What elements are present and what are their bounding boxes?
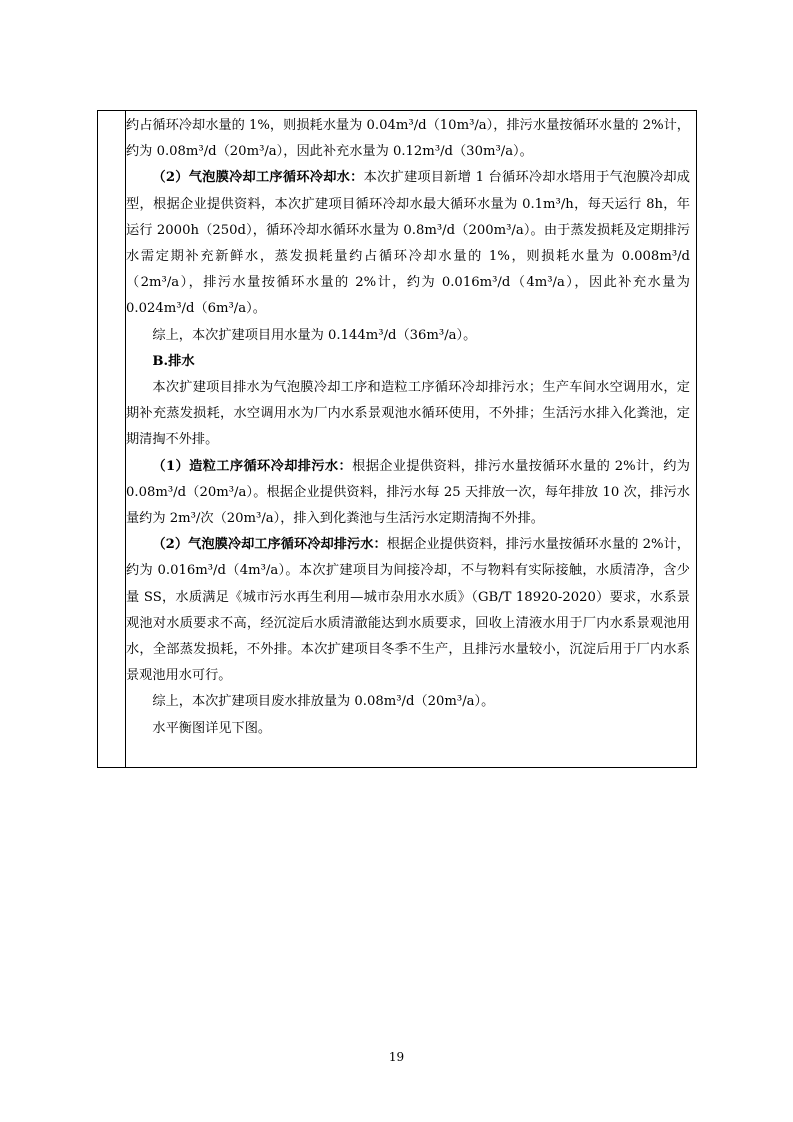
paragraph-granulation-discharge [126,454,690,533]
page-number: 19 [388,1050,405,1064]
content-table [97,110,697,768]
section-heading-drainage: B.排水 [152,353,195,369]
paragraph-heading: （2）气泡膜冷却工序循环冷却水： [152,170,364,186]
label-column [98,111,126,767]
paragraph-water-use-summary: 综上，本次扩建项目用水量为 0.144m³/d（36m³/a）。 [152,327,477,343]
paragraph-bubble-film-discharge [126,532,690,689]
paragraph-wastewater-summary: 综上，本次扩建项目废水排放量为 0.08m³/d（20m³/a）。 [152,694,495,710]
paragraph-continuation: 约占循环冷却水量的 1%，则损耗水量为 0.04m³/d（10m³/a），排污水量按循环水量的 2%计，约为 0.08m³/d（20m³/a），因此补充水量为 0.12m³/d（30m³/a）。 [126,118,690,160]
paragraph-body: 根据企业提供资料，排污水量按循环水量的 2%计，约为 0.08m³/d（20m³/a）。根据企业提供资料，排污水每 25 天排放一次，每年排放 10 次，排污水量约为 2m³/次（20m³/a），排入到化粪池与生活污水定期清掏不外排。 [126,458,690,527]
paragraph-body: 根据企业提供资料，排污水量按循环水量的 2%计，约为 0.016m³/d（4m³/a）。本次扩建项目为间接冷却，不与物料有实际接触，水质清净，含少量 SS，水质满足《城市污水再生利用—城市杂用水水质》（GB/T 18920-2020）要求，水系景观池对水质要求不高，经沉淀后水质清澈能达到水质要求，回收上清液水用于厂内水系景观池用水，全部蒸发损耗，不外排。本次扩建项目冬季不生产，且排污水量较小，沉淀后用于厂内水系景观池用水可行。 [126,537,690,684]
paragraph-heading: （2）气泡膜冷却工序循环冷却排污水： [152,537,387,553]
paragraph-heading: （1）造粒工序循环冷却排污水： [152,458,353,474]
paragraph-body: 本次扩建项目新增 1 台循环冷却水塔用于气泡膜冷却成型，根据企业提供资料，本次扩建项目循环冷却水最大循环水量为 0.1m³/h，每天运行 8h，年运行 2000h（250d），循环冷却水循环水量为 0.8m³/d（200m³/a）。由于蒸发损耗及定期排污水需定期补充新鲜水，蒸发损耗量约占循环冷却水量的 1%，则损耗水量为 0.008m³/d（2m³/a），排污水量按循环水量的 2%计，约为 0.016m³/d（4m³/a），因此补充水量为 0.024m³/d（6m³/a）。 [126,170,690,317]
paragraph-water-balance-note: 水平衡图详见下图。 [152,720,272,736]
content-cell [126,113,690,742]
paragraph-bubble-film-cooling [126,165,690,322]
paragraph-drainage-intro: 本次扩建项目排水为气泡膜冷却工序和造粒工序循环冷却排污水；生产车间水空调用水，定期补充蒸发损耗，水空调用水为厂内水系景观池水循环使用，不外排；生活污水排入化粪池，定期清掏不外排。 [126,380,690,448]
